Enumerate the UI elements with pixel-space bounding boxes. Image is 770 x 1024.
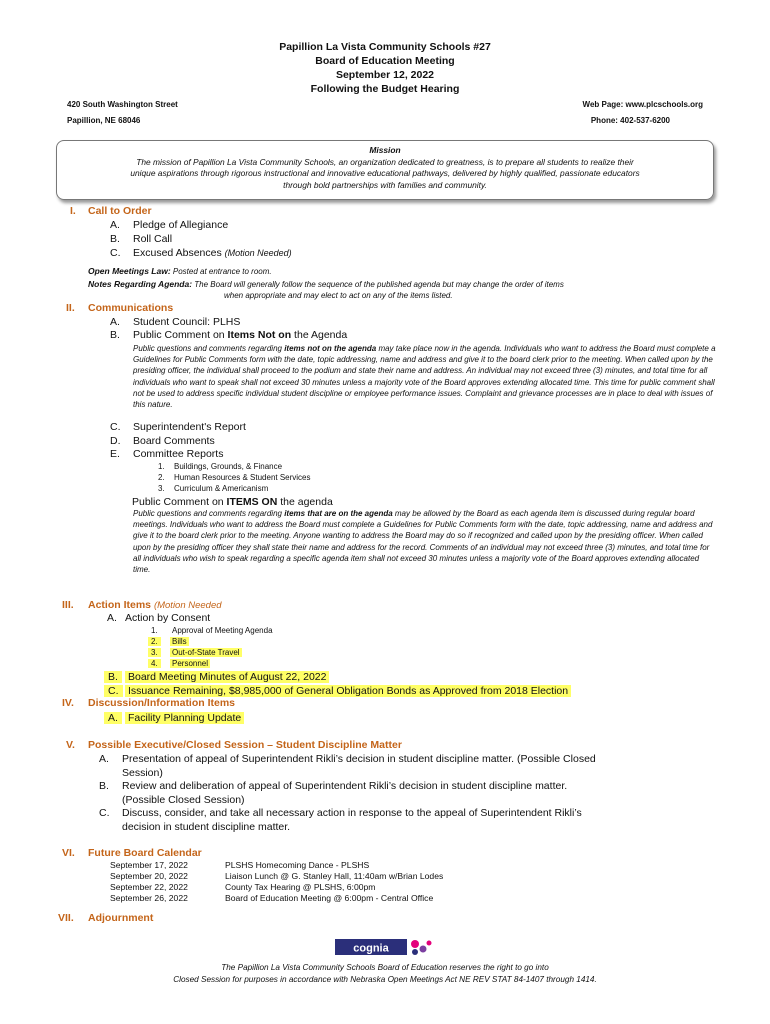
section-title: Communications <box>88 302 174 314</box>
item-letter: A. <box>110 219 120 231</box>
item-text: Issuance Remaining, $8,985,000 of General Obligation Bonds as Approved from 2018 Election <box>125 685 571 697</box>
sub-number: 3. <box>148 648 161 657</box>
item-text-cont: decision in student discipline matter. <box>122 821 291 833</box>
mission-line: The mission of Papillion La Vista Community Schools, an organization dedicated to greatness, is to prepare all students to realize their <box>136 156 634 167</box>
sub-number: 3. <box>158 484 165 493</box>
item-letter: A. <box>104 712 122 724</box>
svg-text:cognia: cognia <box>353 942 389 955</box>
phone: Phone: 402-537-6200 <box>590 116 670 125</box>
web-page: Web Page: www.plcschools.org <box>582 100 703 109</box>
item-letter: B. <box>110 329 120 341</box>
district-name: Papillion La Vista Community Schools #27 <box>279 41 491 53</box>
meeting-title: Board of Education Meeting <box>315 55 455 67</box>
sub-number: 2. <box>158 473 165 482</box>
public-comment-items-on: Public Comment on ITEMS ON the agenda <box>132 496 333 508</box>
calendar-event: Liaison Lunch @ G. Stanley Hall, 11:40am w/Brian Lodes <box>225 871 444 881</box>
item-letter: B. <box>99 780 109 792</box>
item-text: Board Meeting Minutes of August 22, 2022 <box>125 671 329 683</box>
calendar-event: Board of Education Meeting @ 6:00pm - Central Office <box>225 893 434 903</box>
item-text: Committee Reports <box>133 448 224 460</box>
footer-line: The Papillion La Vista Community Schools Board of Education reserves the right to go into <box>221 963 549 972</box>
item-letter: D. <box>110 435 121 447</box>
meeting-date: September 12, 2022 <box>335 69 435 81</box>
section-title: Adjournment <box>88 912 154 924</box>
section-number: VI. <box>62 847 75 859</box>
section-number: II. <box>66 302 75 314</box>
section-number: VII. <box>58 912 74 924</box>
calendar-date: September 17, 2022 <box>110 860 188 870</box>
item-letter: A. <box>110 316 120 328</box>
item-text: Facility Planning Update <box>125 712 244 724</box>
item-letter: E. <box>110 448 120 460</box>
sub-text: Buildings, Grounds, & Finance <box>174 462 283 471</box>
section-number: III. <box>62 599 74 611</box>
item-text: Public Comment on Items Not on the Agenda <box>133 329 348 341</box>
item-text-cont: (Possible Closed Session) <box>122 794 245 806</box>
item-letter: C. <box>110 247 121 259</box>
section-title: Call to Order <box>88 205 152 217</box>
item-text: Action by Consent <box>125 612 211 624</box>
sub-text: Personnel <box>172 659 209 668</box>
sub-number: 4. <box>148 659 161 668</box>
sub-text: Bills <box>172 637 187 646</box>
section-number: IV. <box>62 697 74 709</box>
notes-regarding-agenda: Notes Regarding Agenda: The Board will generally follow the sequence of the published agenda but may change the order of items <box>88 279 564 289</box>
item-text: Superintendent's Report <box>133 421 246 433</box>
cognia-logo <box>335 936 435 958</box>
item-letter: A. <box>99 753 109 765</box>
section-number: V. <box>66 739 75 751</box>
item-text: Review and deliberation of appeal of Superintendent Rikli’s decision in student discipline matter. <box>122 780 568 792</box>
section-title: Future Board Calendar <box>88 847 202 859</box>
open-meetings-law: Open Meetings Law: Posted at entrance to room. <box>88 266 272 276</box>
footer-line: Closed Session for purposes in accordance with Nebraska Open Meetings Act NE REV STAT 84-1407 through 1414. <box>173 975 597 984</box>
mission-line: unique aspirations through rigorous instructional and innovative educational pathways, delivered by highly qualified, passionate educators <box>130 168 640 178</box>
item-letter: C. <box>110 421 121 433</box>
section-title: Action Items (Motion Needed <box>88 599 222 611</box>
item-text: Presentation of appeal of Superintendent Rikli’s decision in student discipline matter. (Possible Closed <box>122 753 596 765</box>
calendar-date: September 20, 2022 <box>110 871 188 881</box>
sub-text: Curriculum & Americanism <box>174 484 269 493</box>
item-text: Excused Absences (Motion Needed) <box>133 247 292 259</box>
mission-box <box>56 140 714 200</box>
notes-regarding-agenda-cont: when appropriate and may elect to act on any of the items listed. <box>224 291 453 300</box>
sub-text: Out-of-State Travel <box>172 648 240 657</box>
item-text: Board Comments <box>133 435 215 447</box>
item-text-cont: Session) <box>122 767 163 779</box>
sub-text: Human Resources & Student Services <box>174 473 311 482</box>
section-title: Possible Executive/Closed Session – Student Discipline Matter <box>88 739 402 751</box>
calendar-event: County Tax Hearing @ PLSHS, 6:00pm <box>225 882 376 892</box>
item-letter: B. <box>110 233 120 245</box>
calendar-event: PLSHS Homecoming Dance - PLSHS <box>225 860 370 870</box>
mission-title: Mission <box>369 145 401 155</box>
mission-line: through bold partnerships with families and community. <box>283 179 487 190</box>
public-comment-on-paragraph: Public questions and comments regarding items that are on the agenda may be allowed by the Board as each agenda item is discussed during regular board meetings. Individuals who want to address the Board must complete a Guidelines for Public Comments form with the date, topic addressing, name and address and give it to the board clerk prior to the meeting. Anyone wanting to address the Board may do so if recognized and called upon by the presiding officer. When called upon by the presiding officer they shall state their name and address for the record. Comments of an individual may not exceed three (3) minutes, and total time for all individuals who wish to speak regarding a specific agenda item shall not exceed 30 minutes unless a majority vote of the Board approves extending allocated time. <box>133 509 713 575</box>
address-street: 420 South Washington Street <box>67 100 178 109</box>
cognia-logo-graphic <box>335 936 435 958</box>
meeting-subtitle: Following the Budget Hearing <box>310 83 460 95</box>
item-text: Discuss, consider, and take all necessary action in response to the appeal of Superintendent Rikli’s <box>122 807 582 819</box>
public-comment-paragraph: Public questions and comments regarding items not on the agenda may take place now in the agenda. Individuals who want to address the Board must complete a Guidelines for Public Comments form with the date, topic addressing, name and address and give it to the board clerk prior to the meeting. When called upon by the presiding officer, the individual shall proceed to the podium and state their name and address. An individual may not exceed three (3) minutes, and total time for all individuals who want to speak shall not exceed 30 minutes unless a majority vote of the Board approves extending allocated time. This time for public comment shall not be used to address specific individual student discipline or employee performance issues. Complaint and grievance processes are in place to deal with issues of this nature. <box>133 344 716 410</box>
item-letter: B. <box>104 671 122 683</box>
sub-number: 1. <box>151 626 158 635</box>
item-text: Roll Call <box>133 233 173 245</box>
item-letter: A. <box>107 612 117 624</box>
item-text: Pledge of Allegiance <box>133 219 229 231</box>
section-number: I. <box>70 205 76 217</box>
address-city: Papillion, NE 68046 <box>67 116 141 125</box>
sub-text: Approval of Meeting Agenda <box>172 626 273 635</box>
sub-number: 1. <box>158 462 165 471</box>
calendar-date: September 26, 2022 <box>110 893 188 903</box>
section-title: Discussion/Information Items <box>88 697 236 709</box>
item-letter: C. <box>99 807 110 819</box>
calendar-date: September 22, 2022 <box>110 882 188 892</box>
item-letter: C. <box>104 685 123 697</box>
sub-number: 2. <box>148 637 161 646</box>
item-text: Student Council: PLHS <box>133 316 241 328</box>
